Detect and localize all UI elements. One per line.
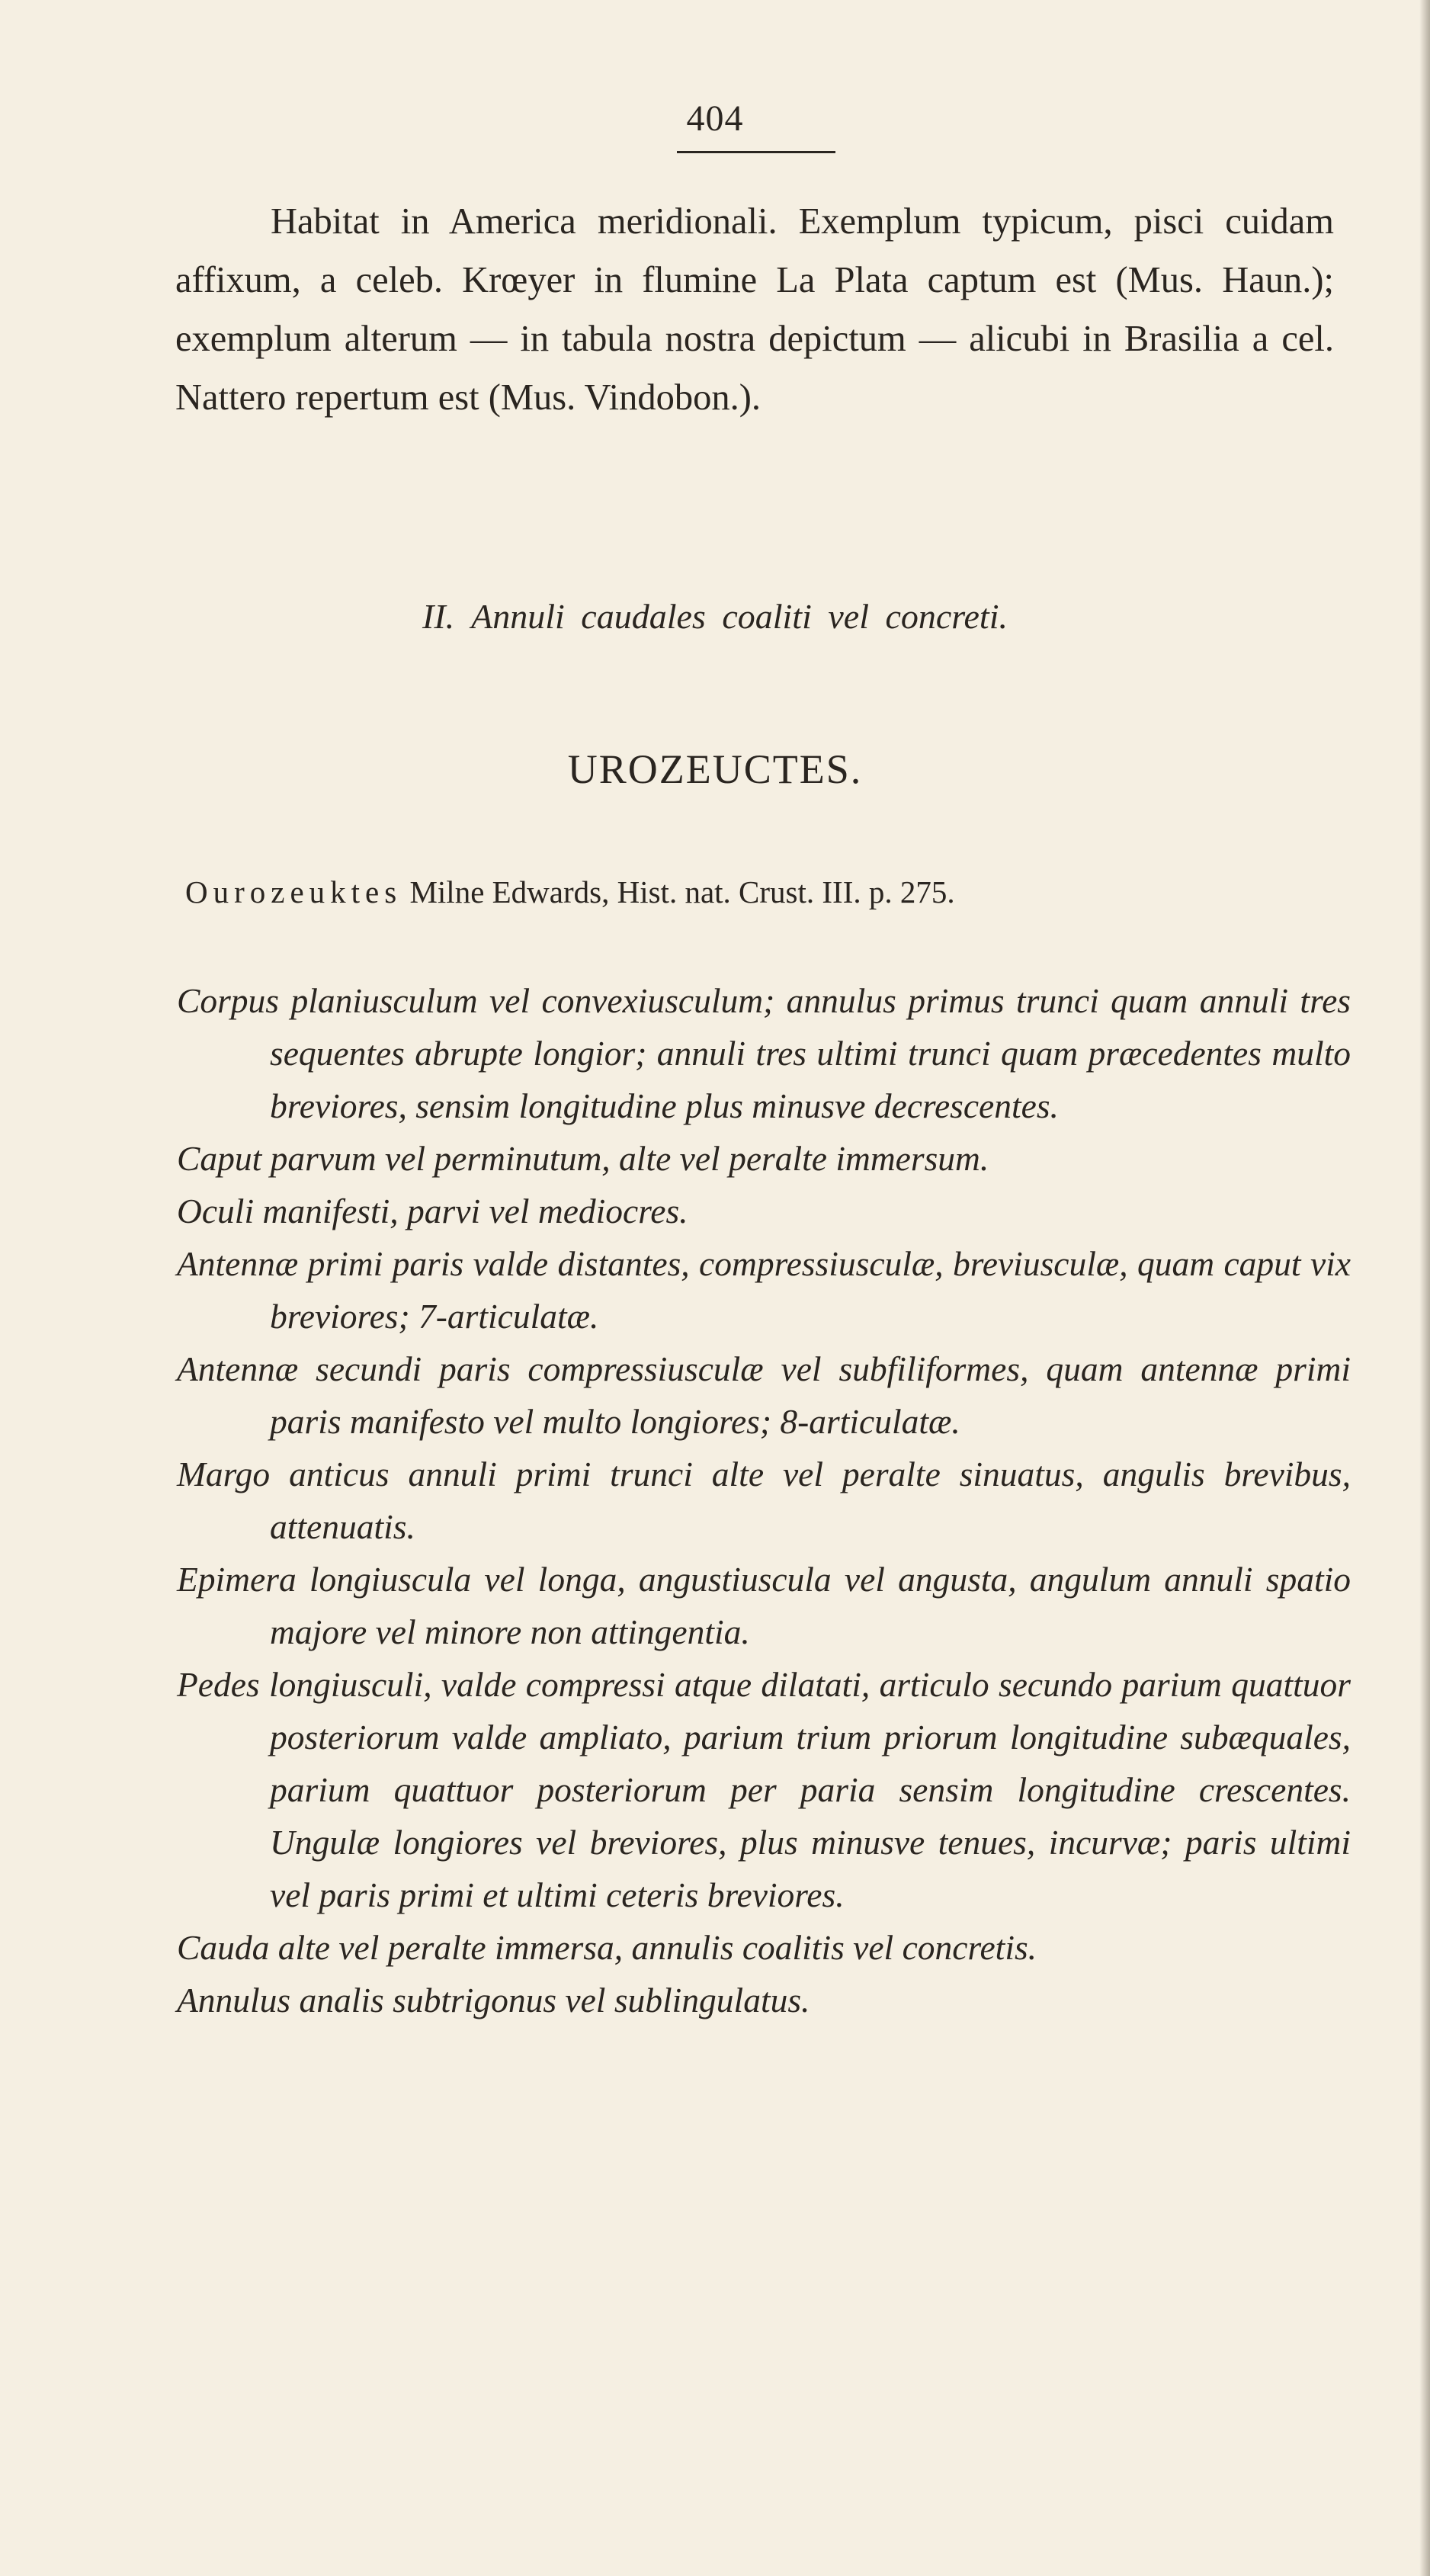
diagnosis-entry-cauda: Cauda alte vel peralte immersa, annulis coalitis vel concretis. xyxy=(177,1928,1037,1967)
diagnosis-entry-corpus: Corpus planiusculum vel convexiusculum; annulus primus trunci quam annuli tres sequentes abrupte longior; annuli tres ultimi trunci quam præcedentes multo breviores, sensim longitudine plus minusve decrescentes. xyxy=(177,981,1351,1125)
diagnosis-entry-annulus: Annulus analis subtrigonus vel sublingulatus. xyxy=(177,1981,810,2019)
diagnosis-entry-epimera: Epimera longiuscula vel longa, angustiuscula vel angusta, angulum annuli spatio majore vel minore non attingentia. xyxy=(177,1560,1351,1651)
page-number-rule xyxy=(677,151,835,153)
section-title: Annuli caudales coaliti vel concreti. xyxy=(471,597,1008,636)
page-number: 404 xyxy=(686,98,744,139)
diagnosis-entry-antennae-secundi: Antennæ secundi paris compressiusculæ vel subfiliformes, quam antennæ primi paris manifesto vel multo longiores; 8-articulatæ. xyxy=(177,1349,1351,1441)
synonym-citation xyxy=(185,874,1329,910)
diagnosis-entry-oculi: Oculi manifesti, parvi vel mediocres. xyxy=(177,1192,688,1230)
section-heading xyxy=(0,596,1430,637)
section-numeral: II. xyxy=(422,597,455,636)
genus-title: UROZEUCTES. xyxy=(567,746,863,792)
diagnosis-entry-margo: Margo anticus annuli primi trunci alte vel peralte sinuatus, angulis brevibus, attenuatis. xyxy=(177,1455,1351,1546)
genus-diagnosis xyxy=(177,974,1351,2026)
habitat-paragraph xyxy=(175,192,1334,427)
citation-reference: Milne Edwards, Hist. nat. Crust. III. p. 275. xyxy=(409,874,955,909)
diagnosis-entry-antennae-primi: Antennæ primi paris valde distantes, compressiusculæ, breviusculæ, quam caput vix breviores; 7-articulatæ. xyxy=(177,1244,1351,1336)
habitat-text: Habitat in America meridionali. Exemplum typicum, pisci cuidam affixum, a celeb. Krœyer in flumine La Plata captum est (Mus. Haun.); exemplum alterum — in tabula nostra depictum — alicubi in Brasilia a cel. Nattero repertum est (Mus. Vindobon.). xyxy=(175,201,1334,418)
diagnosis-entry-caput: Caput parvum vel perminutum, alte vel peralte immersum. xyxy=(177,1139,989,1178)
citation-synonym: Ourozeuktes xyxy=(185,874,402,909)
page-edge-shadow xyxy=(1419,0,1430,2576)
diagnosis-entry-pedes: Pedes longiusculi, valde compressi atque dilatati, articulo secundo parium quattuor posteriorum valde ampliato, parium trium priorum longitudine subæquales, parium quattuor posteriorum per paria sensim longitudine crescentes. Ungulæ longiores vel breviores, plus minusve tenues, incurvæ; paris ultimi vel paris primi et ultimi ceteris breviores. xyxy=(177,1665,1351,1914)
